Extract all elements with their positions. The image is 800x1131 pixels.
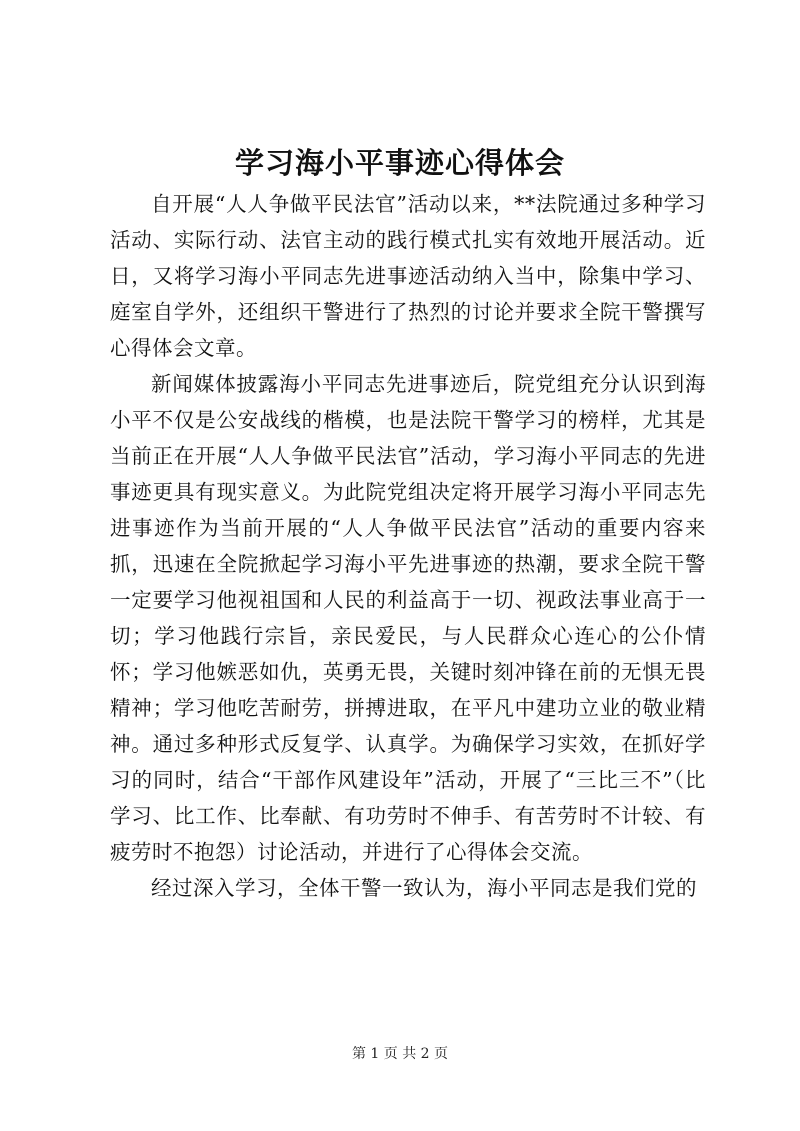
document-title: 学习海小平事迹心得体会 [234,146,565,180]
paragraph-1: 自开展“人人争做平民法官”活动以来，**法院通过多种学习活动、实际行动、法官主动的践行模式扎实有效地开展活动。近日，又将学习海小平同志先进事迹活动纳入当中，除集中学习、庭室自学外，还组织干警进行了热烈的讨论并要求全院干警撰写心得体会文章。 [110,192,706,360]
paragraph-2: 新闻媒体披露海小平同志先进事迹后，院党组充分认识到海小平不仅是公安战线的楷模，也是法院干警学习的榜样，尤其是当前正在开展“人人争做平民法官”活动，学习海小平同志的先进事迹更具有现实意义。为此院党组决定将开展学习海小平同志先进事迹作为当前开展的“人人争做平民法官”活动的重要内容来抓，迅速在全院掀起学习海小平先进事迹的热潮，要求全院干警一定要学习他视祖国和人民的利益高于一切、视政法事业高于一切；学习他践行宗旨，亲民爱民，与人民群众心连心的公仆情怀；学习他嫉恶如仇，英勇无畏，关键时刻冲锋在前的无惧无畏精神；学习他吃苦耐劳，拼搏进取，在平凡中建功立业的敬业精神。通过多种形式反复学、认真学。为确保学习实效，在抓好学习的同时，结合“干部作风建设年”活动，开展了“三比三不”（比学习、比工作、比奉献、有功劳时不伸手、有苦劳时不计较、有疲劳时不抱怨）讨论活动，并进行了心得体会交流。 [110,372,706,864]
paragraph-3: 经过深入学习，全体干警一致认为，海小平同志是我们党的 [151,876,697,900]
document-body [110,186,706,906]
page-footer: 第 1 页 共 2 页 [351,1046,449,1062]
